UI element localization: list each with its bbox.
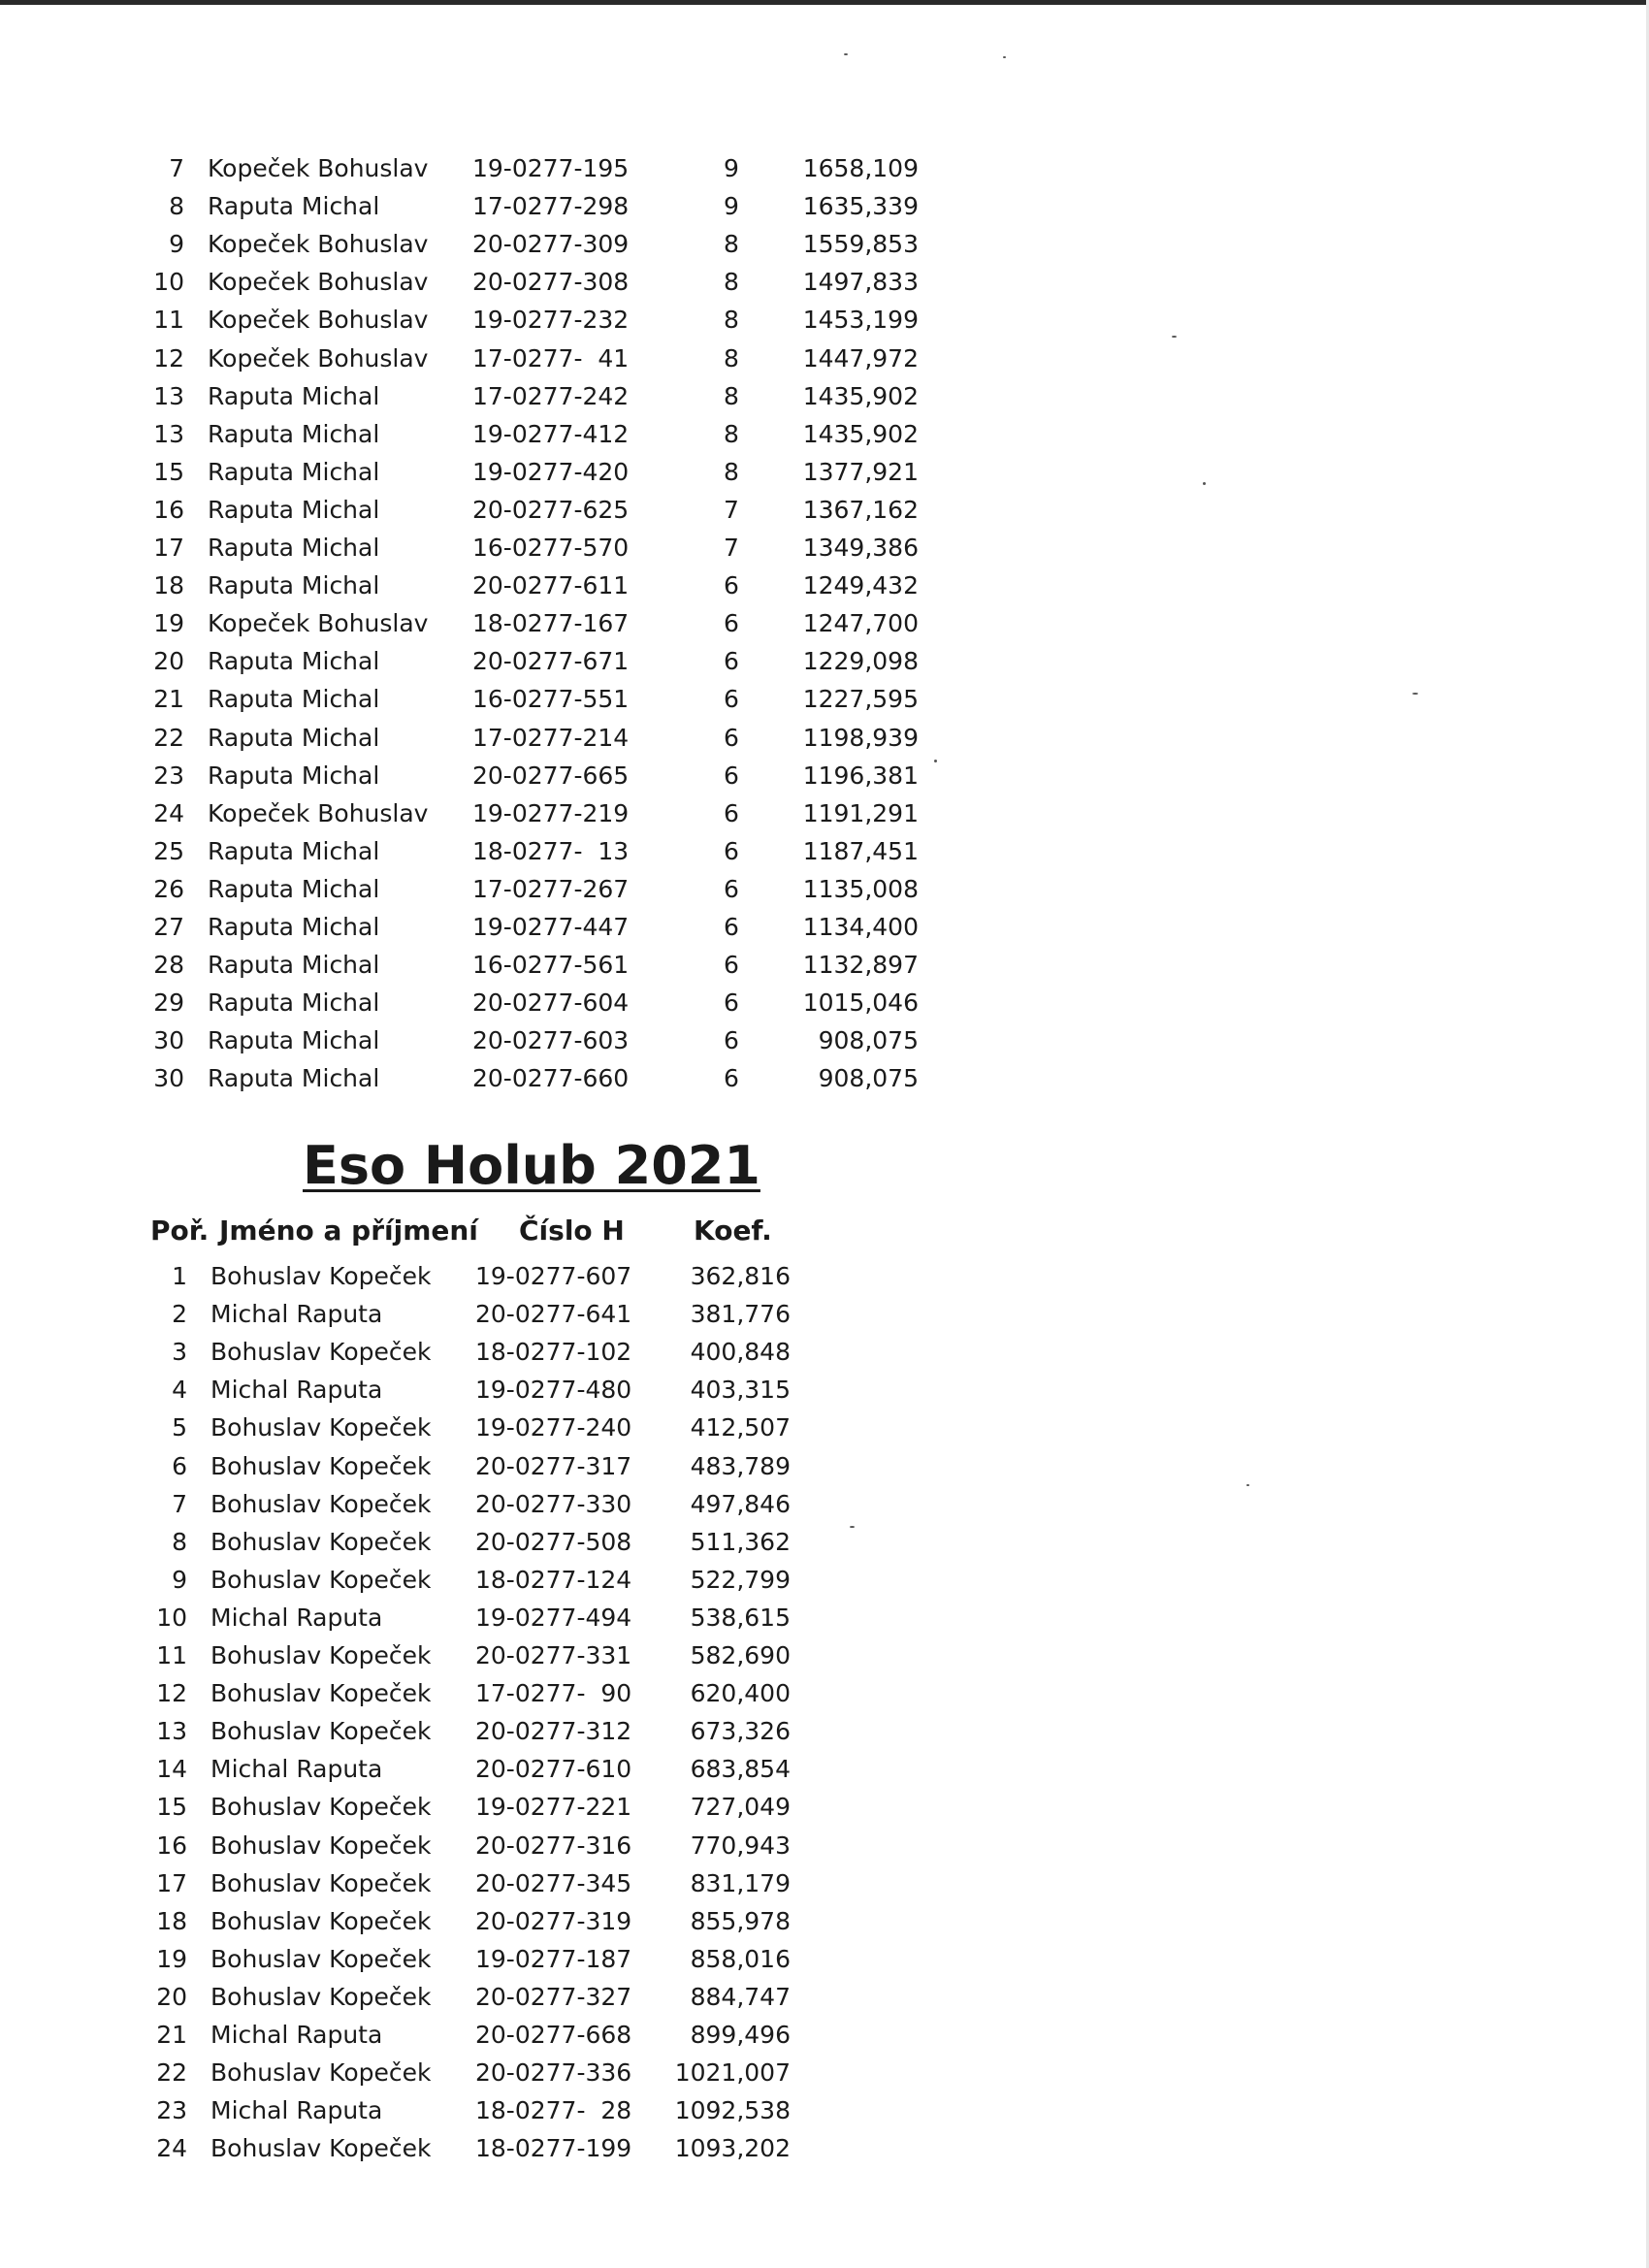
cell-rank: 19 (153, 609, 184, 638)
cell-ring: 20-0277-604 (472, 988, 630, 1018)
table-row (0, 415, 970, 453)
cell-rank: 21 (156, 2021, 187, 2049)
cell-rank: 20 (156, 1982, 187, 2011)
cell-rank: 13 (156, 1717, 187, 1746)
cell-name: Michal Raputa (210, 1300, 383, 1329)
cell-ring: 20-0277-331 (475, 1641, 632, 1669)
cell-ring: 20-0277-345 (475, 1868, 632, 1897)
cell-name: Bohuslav Kopeček (210, 2058, 432, 2088)
table-row (0, 149, 970, 187)
cell-coef: 362,816 (690, 1262, 791, 1290)
cell-count: 6 (724, 836, 739, 865)
cell-name: Bohuslav Kopeček (210, 1982, 432, 2011)
cell-name: Kopeček Bohuslav (208, 609, 429, 638)
cell-count: 6 (724, 1026, 739, 1055)
table-row (0, 1978, 970, 2016)
cell-coef: 1349,386 (802, 534, 919, 562)
cell-rank: 2 (172, 1300, 187, 1329)
cell-name: Bohuslav Kopeček (210, 1527, 432, 1556)
cell-rank: 25 (153, 836, 184, 865)
cell-ring: 20-0277-319 (475, 1906, 632, 1935)
table-row (0, 567, 970, 604)
scan-speck (1003, 56, 1006, 58)
table-row (0, 2016, 970, 2054)
cell-coef: 1435,902 (802, 381, 919, 410)
cell-rank: 8 (172, 1527, 187, 1556)
scan-top-edge (0, 0, 1649, 5)
cell-count: 8 (724, 230, 739, 259)
cell-rank: 12 (153, 343, 184, 373)
cell-coef: 1435,902 (802, 419, 919, 448)
cell-rank: 15 (156, 1793, 187, 1822)
cell-coef: 1635,339 (802, 192, 919, 221)
scan-speck (1172, 336, 1177, 338)
table-row (0, 187, 970, 225)
cell-rank: 7 (169, 154, 184, 182)
cell-coef: 1367,162 (802, 495, 919, 524)
cell-name: Raputa Michal (208, 874, 380, 903)
cell-coef: 1196,381 (802, 761, 919, 790)
header-name: Jméno a příjmení (219, 1215, 478, 1247)
table-row (0, 1257, 970, 1295)
cell-name: Raputa Michal (208, 988, 380, 1018)
cell-rank: 17 (153, 534, 184, 562)
cell-coef: 381,776 (690, 1300, 791, 1329)
table-row (0, 1333, 970, 1371)
cell-rank: 10 (153, 268, 184, 297)
table-row (0, 1599, 970, 1636)
cell-name: Bohuslav Kopeček (210, 1451, 432, 1480)
cell-coef: 884,747 (690, 1982, 791, 2011)
cell-count: 6 (724, 723, 739, 752)
cell-rank: 24 (156, 2134, 187, 2163)
cell-name: Raputa Michal (208, 534, 380, 562)
cell-coef: 1134,400 (802, 913, 919, 941)
table-row (0, 529, 970, 567)
cell-ring: 20-0277-508 (475, 1527, 632, 1556)
cell-coef: 1132,897 (802, 951, 919, 980)
cell-coef: 538,615 (690, 1603, 791, 1632)
cell-rank: 16 (156, 1831, 187, 1860)
cell-coef: 1135,008 (802, 874, 919, 903)
table-row (0, 2091, 970, 2129)
table-row (0, 1788, 970, 1826)
table-row (0, 1902, 970, 1940)
cell-count: 6 (724, 874, 739, 903)
cell-name: Raputa Michal (208, 913, 380, 941)
header-ring-number: Číslo H (519, 1215, 625, 1247)
cell-count: 8 (724, 419, 739, 448)
cell-name: Bohuslav Kopeček (210, 1906, 432, 1935)
cell-coef: 855,978 (690, 1906, 791, 1935)
cell-count: 6 (724, 647, 739, 676)
cell-name: Kopeček Bohuslav (208, 306, 429, 335)
cell-ring: 19-0277-420 (472, 457, 630, 486)
cell-ring: 20-0277-625 (472, 495, 630, 524)
cell-rank: 4 (172, 1376, 187, 1405)
cell-ring: 16-0277-551 (472, 685, 630, 714)
cell-ring: 19-0277-187 (475, 1944, 632, 1973)
cell-name: Michal Raputa (210, 1755, 383, 1784)
cell-rank: 18 (156, 1906, 187, 1935)
table-row (0, 719, 970, 757)
scan-speck (1246, 1484, 1249, 1486)
cell-name: Michal Raputa (210, 1376, 383, 1405)
cell-name: Raputa Michal (208, 457, 380, 486)
cell-coef: 908,075 (818, 1064, 919, 1093)
cell-name: Bohuslav Kopeček (210, 1717, 432, 1746)
cell-name: Bohuslav Kopeček (210, 1831, 432, 1860)
cell-rank: 6 (172, 1451, 187, 1480)
cell-rank: 30 (153, 1064, 184, 1093)
cell-name: Michal Raputa (210, 2021, 383, 2049)
cell-coef: 1497,833 (802, 268, 919, 297)
cell-ring: 18-0277-199 (475, 2134, 632, 2163)
table-row (0, 832, 970, 870)
table-row (0, 946, 970, 984)
cell-name: Kopeček Bohuslav (208, 154, 429, 182)
cell-ring: 20-0277-308 (472, 268, 630, 297)
table-row (0, 453, 970, 491)
table-row (0, 263, 970, 301)
cell-rank: 12 (156, 1679, 187, 1708)
table-row (0, 604, 970, 642)
cell-coef: 483,789 (690, 1451, 791, 1480)
table-row (0, 301, 970, 339)
header-coefficient: Koef. (694, 1215, 772, 1247)
cell-rank: 15 (153, 457, 184, 486)
cell-ring: 20-0277-312 (475, 1717, 632, 1746)
cell-name: Bohuslav Kopeček (210, 1338, 432, 1367)
table-row (0, 870, 970, 908)
cell-name: Bohuslav Kopeček (210, 1262, 432, 1290)
cell-ring: 20-0277-660 (472, 1064, 630, 1093)
cell-rank: 26 (153, 874, 184, 903)
cell-coef: 497,846 (690, 1489, 791, 1518)
cell-rank: 13 (153, 381, 184, 410)
cell-rank: 14 (156, 1755, 187, 1784)
cell-ring: 19-0277-607 (475, 1262, 632, 1290)
cell-rank: 30 (153, 1026, 184, 1055)
cell-count: 6 (724, 798, 739, 827)
cell-ring: 18-0277- 13 (472, 836, 630, 865)
cell-count: 8 (724, 306, 739, 335)
scan-speck (934, 760, 937, 762)
table-row (0, 1940, 970, 1978)
table-row (0, 1409, 970, 1446)
cell-rank: 22 (156, 2058, 187, 2088)
cell-ring: 20-0277-327 (475, 1982, 632, 2011)
cell-count: 6 (724, 571, 739, 600)
table-row (0, 794, 970, 832)
table-row (0, 1059, 970, 1097)
cell-coef: 1021,007 (674, 2058, 791, 2088)
table-row (0, 491, 970, 529)
cell-ring: 19-0277-480 (475, 1376, 632, 1405)
cell-name: Raputa Michal (208, 419, 380, 448)
cell-ring: 19-0277-195 (472, 154, 630, 182)
cell-rank: 10 (156, 1603, 187, 1632)
cell-name: Raputa Michal (208, 685, 380, 714)
cell-name: Bohuslav Kopeček (210, 1868, 432, 1897)
cell-coef: 831,179 (690, 1868, 791, 1897)
cell-coef: 1093,202 (674, 2134, 791, 2163)
table-row (0, 908, 970, 946)
cell-coef: 908,075 (818, 1026, 919, 1055)
cell-ring: 19-0277-447 (472, 913, 630, 941)
scan-speck (1412, 693, 1418, 695)
cell-coef: 899,496 (690, 2021, 791, 2049)
cell-count: 6 (724, 685, 739, 714)
cell-ring: 17-0277-267 (472, 874, 630, 903)
cell-coef: 673,326 (690, 1717, 791, 1746)
table-row (0, 1712, 970, 1750)
table-row (0, 377, 970, 415)
cell-coef: 1092,538 (674, 2096, 791, 2125)
cell-ring: 19-0277-221 (475, 1793, 632, 1822)
cell-rank: 5 (172, 1413, 187, 1442)
cell-ring: 20-0277-309 (472, 230, 630, 259)
cell-ring: 20-0277-330 (475, 1489, 632, 1518)
cell-coef: 403,315 (690, 1376, 791, 1405)
table-row (0, 2054, 970, 2091)
table-row (0, 1636, 970, 1674)
cell-rank: 16 (153, 495, 184, 524)
cell-count: 6 (724, 1064, 739, 1093)
scan-speck (850, 1526, 855, 1528)
cell-coef: 1187,451 (802, 836, 919, 865)
cell-rank: 20 (153, 647, 184, 676)
cell-ring: 20-0277-641 (475, 1300, 632, 1329)
cell-rank: 8 (169, 192, 184, 221)
cell-ring: 16-0277-570 (472, 534, 630, 562)
cell-count: 6 (724, 609, 739, 638)
cell-count: 6 (724, 988, 739, 1018)
cell-count: 6 (724, 913, 739, 941)
cell-name: Raputa Michal (208, 1064, 380, 1093)
table-row (0, 225, 970, 263)
cell-ring: 20-0277-603 (472, 1026, 630, 1055)
cell-count: 7 (724, 495, 739, 524)
cell-name: Raputa Michal (208, 723, 380, 752)
cell-name: Kopeček Bohuslav (208, 230, 429, 259)
table-row (0, 1447, 970, 1485)
cell-ring: 19-0277-412 (472, 419, 630, 448)
cell-ring: 20-0277-316 (475, 1831, 632, 1860)
cell-rank: 9 (172, 1565, 187, 1594)
cell-name: Raputa Michal (208, 761, 380, 790)
cell-count: 7 (724, 534, 739, 562)
table-row (0, 1371, 970, 1409)
cell-count: 9 (724, 192, 739, 221)
cell-coef: 412,507 (690, 1413, 791, 1442)
cell-coef: 1377,921 (802, 457, 919, 486)
cell-ring: 17-0277-214 (472, 723, 630, 752)
cell-coef: 1559,853 (802, 230, 919, 259)
cell-coef: 582,690 (690, 1641, 791, 1669)
cell-coef: 1247,700 (802, 609, 919, 638)
cell-name: Bohuslav Kopeček (210, 2134, 432, 2163)
cell-name: Michal Raputa (210, 2096, 383, 2125)
cell-rank: 28 (153, 951, 184, 980)
table-row (0, 1674, 970, 1712)
table-row (0, 1021, 970, 1059)
cell-ring: 20-0277-317 (475, 1451, 632, 1480)
table-row (0, 1750, 970, 1788)
cell-ring: 19-0277-232 (472, 306, 630, 335)
table-row (0, 1561, 970, 1599)
cell-name: Raputa Michal (208, 571, 380, 600)
cell-coef: 620,400 (690, 1679, 791, 1708)
cell-coef: 1015,046 (802, 988, 919, 1018)
cell-coef: 1658,109 (802, 154, 919, 182)
cell-name: Bohuslav Kopeček (210, 1641, 432, 1669)
cell-ring: 18-0277-102 (475, 1338, 632, 1367)
cell-ring: 18-0277-167 (472, 609, 630, 638)
cell-name: Bohuslav Kopeček (210, 1565, 432, 1594)
scan-speck (844, 53, 848, 55)
table-row (0, 1864, 970, 1902)
cell-count: 6 (724, 951, 739, 980)
table-row (0, 757, 970, 794)
cell-rank: 17 (156, 1868, 187, 1897)
cell-rank: 19 (156, 1944, 187, 1973)
cell-name: Bohuslav Kopeček (210, 1413, 432, 1442)
eso-holub-title: Eso Holub 2021 (303, 1135, 760, 1196)
cell-rank: 27 (153, 913, 184, 941)
cell-ring: 18-0277- 28 (475, 2096, 632, 2125)
cell-ring: 19-0277-494 (475, 1603, 632, 1632)
cell-name: Kopeček Bohuslav (208, 268, 429, 297)
cell-rank: 22 (153, 723, 184, 752)
cell-ring: 19-0277-240 (475, 1413, 632, 1442)
cell-rank: 1 (172, 1262, 187, 1290)
cell-coef: 522,799 (690, 1565, 791, 1594)
header-rank: Poř. (150, 1215, 210, 1247)
cell-ring: 20-0277-336 (475, 2058, 632, 2088)
table-row (0, 1295, 970, 1333)
cell-rank: 3 (172, 1338, 187, 1367)
cell-rank: 11 (156, 1641, 187, 1669)
cell-rank: 9 (169, 230, 184, 259)
table-row (0, 1827, 970, 1864)
cell-count: 8 (724, 457, 739, 486)
cell-name: Raputa Michal (208, 192, 380, 221)
cell-name: Raputa Michal (208, 495, 380, 524)
cell-coef: 858,016 (690, 1944, 791, 1973)
table-row (0, 680, 970, 718)
cell-ring: 20-0277-610 (475, 1755, 632, 1784)
cell-coef: 1447,972 (802, 343, 919, 373)
cell-name: Raputa Michal (208, 951, 380, 980)
cell-ring: 17-0277- 41 (472, 343, 630, 373)
cell-name: Raputa Michal (208, 381, 380, 410)
cell-ring: 20-0277-611 (472, 571, 630, 600)
cell-name: Bohuslav Kopeček (210, 1679, 432, 1708)
cell-count: 9 (724, 154, 739, 182)
cell-count: 8 (724, 381, 739, 410)
cell-ring: 19-0277-219 (472, 798, 630, 827)
cell-rank: 13 (153, 419, 184, 448)
cell-rank: 23 (156, 2096, 187, 2125)
scan-speck (1203, 482, 1206, 485)
table-row (0, 1485, 970, 1523)
cell-name: Michal Raputa (210, 1603, 383, 1632)
cell-rank: 21 (153, 685, 184, 714)
cell-coef: 1249,432 (802, 571, 919, 600)
cell-coef: 727,049 (690, 1793, 791, 1822)
cell-ring: 17-0277- 90 (475, 1679, 632, 1708)
cell-coef: 511,362 (690, 1527, 791, 1556)
cell-coef: 1229,098 (802, 647, 919, 676)
cell-rank: 23 (153, 761, 184, 790)
cell-ring: 20-0277-671 (472, 647, 630, 676)
table-row (0, 984, 970, 1021)
cell-name: Raputa Michal (208, 647, 380, 676)
cell-count: 8 (724, 343, 739, 373)
cell-rank: 24 (153, 798, 184, 827)
cell-rank: 18 (153, 571, 184, 600)
cell-coef: 400,848 (690, 1338, 791, 1367)
table-row (0, 1523, 970, 1561)
cell-coef: 683,854 (690, 1755, 791, 1784)
table-row (0, 642, 970, 680)
cell-name: Raputa Michal (208, 1026, 380, 1055)
cell-name: Kopeček Bohuslav (208, 343, 429, 373)
table-row (0, 2129, 970, 2167)
cell-ring: 18-0277-124 (475, 1565, 632, 1594)
cell-name: Bohuslav Kopeček (210, 1944, 432, 1973)
cell-ring: 16-0277-561 (472, 951, 630, 980)
cell-rank: 11 (153, 306, 184, 335)
cell-ring: 20-0277-668 (475, 2021, 632, 2049)
cell-name: Kopeček Bohuslav (208, 798, 429, 827)
cell-count: 8 (724, 268, 739, 297)
cell-ring: 17-0277-298 (472, 192, 630, 221)
cell-name: Raputa Michal (208, 836, 380, 865)
cell-coef: 770,943 (690, 1831, 791, 1860)
cell-rank: 7 (172, 1489, 187, 1518)
cell-rank: 29 (153, 988, 184, 1018)
cell-ring: 17-0277-242 (472, 381, 630, 410)
cell-coef: 1198,939 (802, 723, 919, 752)
table-row (0, 340, 970, 377)
cell-name: Bohuslav Kopeček (210, 1793, 432, 1822)
cell-coef: 1191,291 (802, 798, 919, 827)
cell-coef: 1453,199 (802, 306, 919, 335)
cell-coef: 1227,595 (802, 685, 919, 714)
cell-name: Bohuslav Kopeček (210, 1489, 432, 1518)
cell-ring: 20-0277-665 (472, 761, 630, 790)
cell-count: 6 (724, 761, 739, 790)
